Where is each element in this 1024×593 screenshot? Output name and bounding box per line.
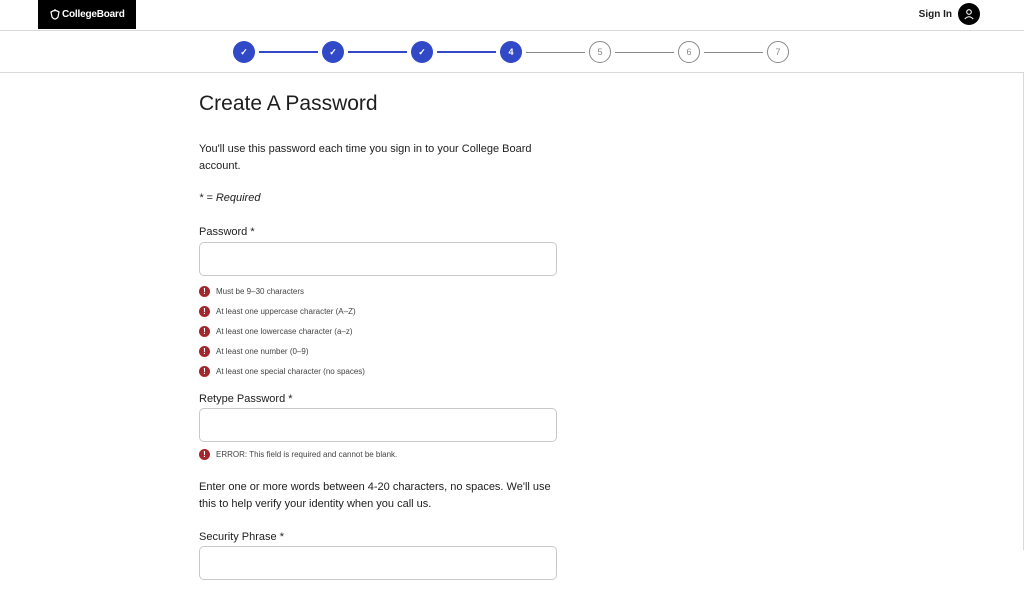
step-connector — [348, 51, 407, 53]
password-label: Password * — [199, 226, 255, 238]
step-connector — [615, 52, 674, 53]
password-requirement — [199, 321, 365, 341]
retype-password-input[interactable] — [199, 408, 557, 442]
sign-in-button[interactable] — [919, 3, 980, 25]
step-complete-check-icon: ✓ — [322, 41, 344, 63]
password-requirement — [199, 341, 365, 361]
progress-stepper — [0, 31, 1024, 73]
password-requirements — [199, 281, 365, 381]
step-connector — [259, 51, 318, 53]
password-requirement — [199, 281, 365, 301]
retype-password-label: Retype Password * — [199, 393, 293, 405]
security-phrase-hint: Enter one or more words between 4-20 characters, no spaces. We'll use this to help verify your identity when you call us. — [199, 481, 551, 510]
error-icon: ! — [199, 306, 210, 317]
password-requirement — [199, 361, 365, 381]
requirement-text: At least one uppercase character (A–Z) — [216, 306, 356, 316]
password-input[interactable] — [199, 242, 557, 276]
acorn-logo-icon — [50, 9, 60, 21]
retype-error-message — [199, 449, 397, 460]
user-avatar-icon — [958, 3, 980, 25]
requirement-text: At least one number (0–9) — [216, 346, 309, 356]
step-5: 5 — [589, 41, 611, 63]
security-phrase-input[interactable] — [199, 546, 557, 580]
requirement-text: At least one lowercase character (a–z) — [216, 326, 353, 336]
error-icon: ! — [199, 346, 210, 357]
security-phrase-label: Security Phrase * — [199, 531, 284, 543]
step-4: 4 — [500, 41, 522, 63]
retype-error-text: ERROR: This field is required and cannot be blank. — [216, 450, 398, 459]
password-requirement — [199, 301, 365, 321]
step-6: 6 — [678, 41, 700, 63]
requirement-text: Must be 9–30 characters — [216, 286, 305, 296]
error-icon: ! — [199, 286, 210, 297]
step-connector — [437, 51, 496, 53]
step-connector — [704, 52, 763, 53]
page-title: Create A Password — [199, 92, 378, 115]
error-icon: ! — [199, 366, 210, 377]
step-complete-check-icon: ✓ — [411, 41, 433, 63]
requirement-text: At least one special character (no spaces) — [216, 366, 365, 376]
intro-text: You'll use this password each time you sign in to your College Board account. — [199, 143, 532, 172]
error-icon: ! — [199, 449, 210, 460]
step-7: 7 — [767, 41, 789, 63]
logo-text: CollegeBoard — [62, 9, 125, 20]
sign-in-label: Sign In — [918, 8, 952, 20]
error-icon: ! — [199, 326, 210, 337]
step-complete-check-icon: ✓ — [233, 41, 255, 63]
required-note: * = Required — [199, 192, 261, 204]
collegeboard-logo[interactable] — [38, 0, 136, 29]
top-bar — [0, 0, 1024, 31]
step-connector — [526, 52, 585, 53]
